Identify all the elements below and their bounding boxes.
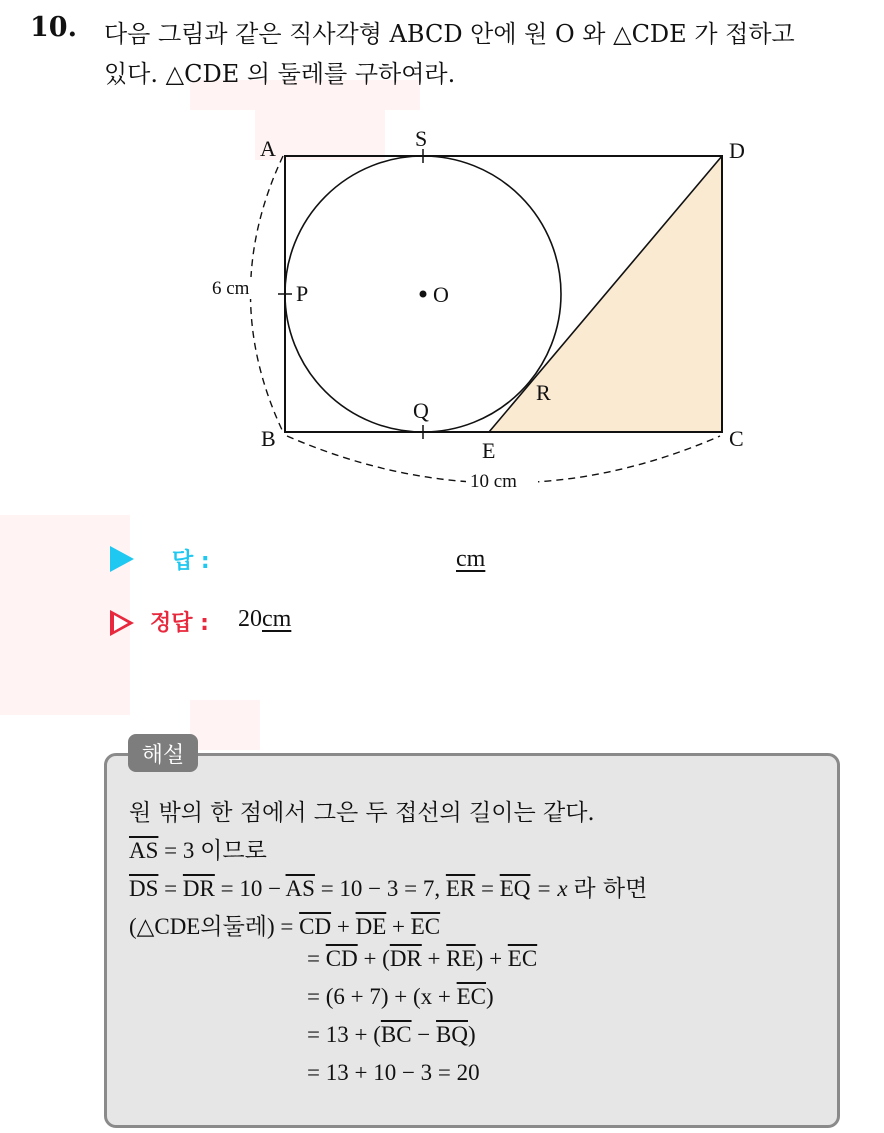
solution-unit: cm (262, 606, 292, 632)
segment: $\overline{DR}$ (389, 946, 422, 971)
width-label: 10 cm (470, 471, 517, 492)
label-o: O (433, 282, 449, 307)
eq-text: (△CDE의둘레) = (129, 914, 300, 939)
label-e: E (482, 438, 496, 463)
segment: $\overline{DS}$ (129, 876, 159, 901)
eq-text: − (411, 1022, 437, 1047)
answer-unit: cm (456, 546, 486, 572)
eq-text: + (331, 914, 356, 939)
eq-text: + (386, 914, 411, 939)
explanation-eq-6 (307, 1022, 476, 1048)
answer-arrow-icon (110, 546, 134, 572)
segment: $\overline{RE}$ (446, 946, 476, 971)
solution-value (238, 606, 291, 633)
watermark-shade (190, 700, 260, 750)
eq-text: 라 하면 (573, 876, 648, 902)
eq-text: ) + (475, 946, 508, 971)
question-text-line2: 있다. △CDE 의 둘레를 구하여라. (104, 60, 456, 88)
eq-text: = 13 + ( (307, 1022, 381, 1047)
explanation-eq-5 (307, 984, 494, 1010)
segment: $\overline{AS}$ (129, 838, 159, 863)
segment: $\overline{CD}$ (325, 946, 358, 971)
center-dot-o (420, 291, 427, 298)
segment: $\overline{DE}$ (355, 914, 387, 939)
label-s: S (415, 126, 428, 151)
eq-text: = x (530, 876, 574, 901)
eq-text: + ( (357, 946, 390, 971)
solution-number: 20 (238, 606, 262, 632)
eq-text: = (158, 876, 183, 901)
eq-text: + (421, 946, 447, 971)
segment: $\overline{EC}$ (456, 984, 487, 1009)
solution-arrow-icon (110, 610, 134, 636)
label-a: A (260, 136, 276, 161)
explanation-box (104, 753, 840, 1128)
explanation-eq-2 (129, 870, 647, 903)
segment: $\overline{DR}$ (182, 876, 215, 901)
eq-text: = 10 − 3 = 7, (314, 876, 446, 901)
segment: $\overline{ER}$ (445, 876, 476, 901)
segment: $\overline{BC}$ (380, 1022, 412, 1047)
eq-text: 이므로 (200, 838, 267, 864)
label-b: B (261, 426, 276, 451)
eq-text: = 10 − (214, 876, 286, 901)
eq-text: = 3 (158, 838, 201, 863)
label-c: C (729, 426, 744, 451)
label-d: D (729, 138, 745, 163)
segment: $\overline{EC}$ (507, 946, 538, 971)
segment: $\overline{AS}$ (285, 876, 315, 901)
explanation-eq-3 (129, 908, 440, 941)
explanation-tag: 해설 (128, 734, 198, 772)
eq-text: = (475, 876, 500, 901)
height-label: 6 cm (212, 278, 250, 299)
explanation-eq-7: = 13 + 10 − 3 = 20 (307, 1060, 480, 1085)
explanation-eq-4 (307, 946, 537, 972)
segment: $\overline{BQ}$ (436, 1022, 468, 1047)
segment: $\overline{CD}$ (299, 914, 332, 939)
segment: $\overline{EQ}$ (499, 876, 531, 901)
eq-text: = (6 + 7) + (x + (307, 984, 457, 1009)
label-p: P (296, 281, 309, 306)
solution-label: 정답 : (150, 611, 209, 636)
explanation-eq-1 (129, 832, 267, 865)
explanation-line-1: 원 밖의 한 점에서 그은 두 접선의 길이는 같다. (129, 800, 595, 826)
eq-text: = (307, 946, 326, 971)
label-q: Q (413, 398, 429, 423)
label-r: R (536, 380, 551, 405)
eq-text: ) (467, 1022, 476, 1047)
eq-text: ) (486, 984, 494, 1009)
question-text-line1: 다음 그림과 같은 직사각형 ABCD 안에 원 O 와 △CDE 가 접하고 (104, 20, 795, 48)
segment: $\overline{EC}$ (410, 914, 441, 939)
question-number: 10. (30, 12, 77, 43)
answer-label: 답 : (172, 549, 210, 574)
geometry-figure (200, 120, 780, 510)
